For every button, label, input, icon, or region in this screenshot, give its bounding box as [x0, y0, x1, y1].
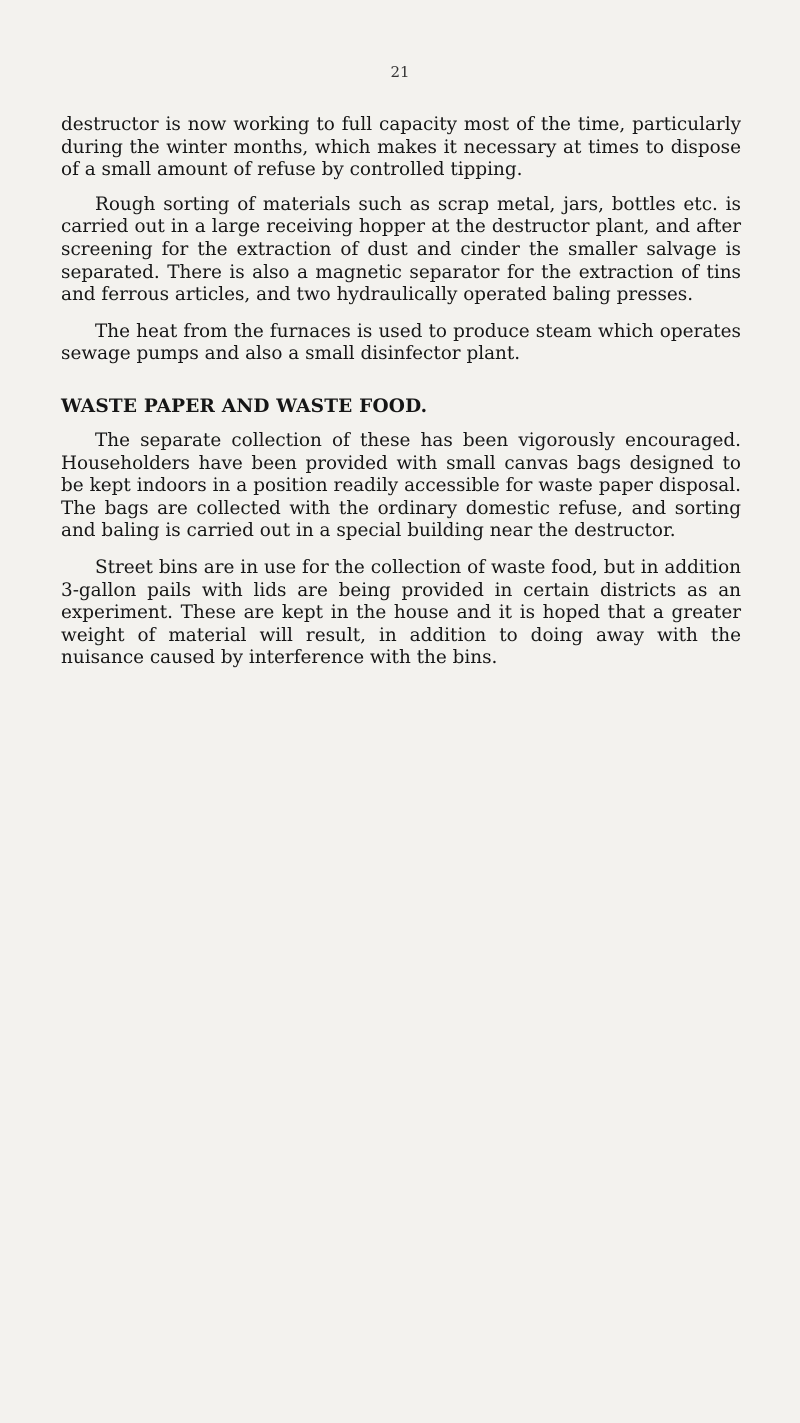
- paragraph-street-bins: Street bins are in use for the collection of waste food, but in addition 3-gallon pails with lids are being provided in certain districts as an experiment. These are kept in the house and it is hoped that a greater weight of material will result, in addition to doing away with the nuisance caused by interference with the bins.: [61, 556, 741, 669]
- page-body: [61, 114, 741, 670]
- paragraph-separate-collection: The separate collection of these has been vigorously encouraged. Householders have been provided with small canvas bags designed to be kept indoors in a position readily accessible for waste paper disposal. The bags are collected with the ordinary domestic refuse, and sorting and baling is carried out in a special building near the destructor.: [61, 429, 741, 542]
- paragraph-destructor-capacity: destructor is now working to full capacity most of the time, particularly during the winter months, which makes it necessary at times to dispose of a small amount of refuse by controlled tipping.: [61, 114, 741, 181]
- section-heading: WASTE PAPER AND WASTE FOOD.: [61, 395, 428, 417]
- paragraph-furnace-heat: The heat from the furnaces is used to produce steam which operates sewage pumps and also a small disinfector plant.: [61, 320, 741, 365]
- paragraph-rough-sorting: Rough sorting of materials such as scrap metal, jars, bottles etc. is carried out in a large receiving hopper at the destructor plant, and after screening for the extraction of dust and cinder the smaller salvage is separated. There is also a magnetic separator for the extraction of tins and ferrous articles, and two hydraulically operated baling presses.: [61, 193, 741, 306]
- page-number: 21: [390, 63, 410, 81]
